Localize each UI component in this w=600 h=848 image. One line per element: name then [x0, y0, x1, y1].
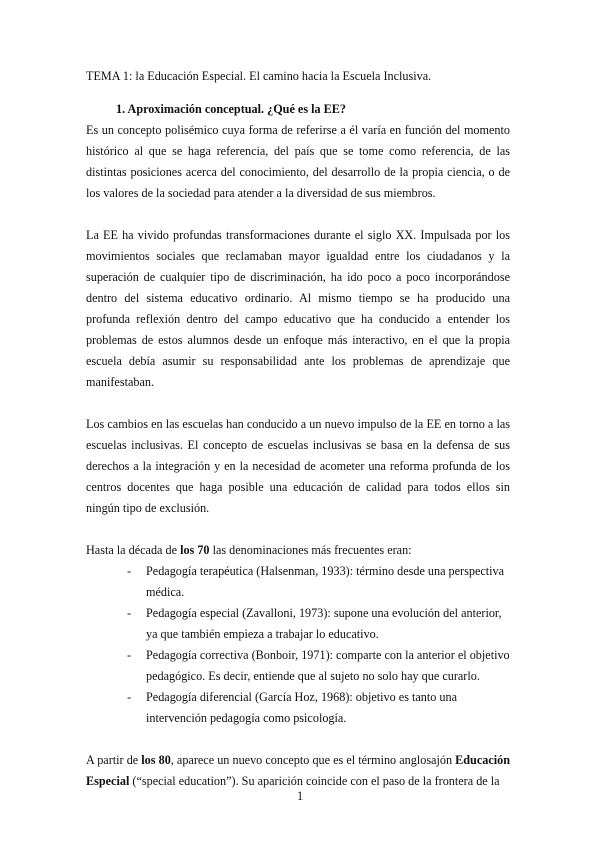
list-item: - Pedagogía correctiva (Bonboir, 1971): comparte con la anterior el objetivo pedagógico. Es decir, entiende que al sujeto no solo hay que curarlo.	[146, 645, 510, 687]
paragraph-inclusive-schools: Los cambios en las escuelas han conducido a un nuevo impulso de la EE en torno a las escuelas inclusivas. El concepto de escuelas inclusivas se basa en la defensa de sus derechos a la integración y en la necesidad de acometer una reforma profunda de los centros docentes que haga posible una educación de calidad para todos ellos sin ningún tipo de exclusión.	[86, 417, 510, 515]
page-number: 1	[296, 789, 304, 803]
paragraph-eighties: A partir de los 80, aparece un nuevo concepto que es el término anglosajón Educación Especial (“special education”). Su aparición coincide con el paso de la frontera de la	[86, 753, 510, 788]
list-intro: Hasta la década de los 70 las denominaciones más frecuentes eran:	[86, 543, 412, 557]
paragraph-transformations: La EE ha vivido profundas transformaciones durante el siglo XX. Impulsada por los movimientos sociales que reclamaban mayor igualdad entre los ciudadanos y la superación de cualquier tipo de discriminación, ha ido poco a poco incorporándose dentro del sistema educativo ordinario. Al mismo tiempo se ha producido una profunda reflexión dentro del campo educativo que ha conducido a entender los problemas de estos alumnos desde un enfoque más interactivo, en el que la propia escuela debía asumir su responsabilidad ante los problemas de aprendizaje que manifestaban.	[86, 228, 510, 389]
document-body	[86, 66, 510, 792]
decade-80-bold: los 80	[141, 753, 171, 767]
special-education-bold: Educación Especial	[86, 753, 510, 788]
list-item: - Pedagogía especial (Zavalloni, 1973): supone una evolución del anterior, ya que también empieza a trabajar lo educativo.	[146, 603, 510, 645]
dash-bullet: -	[127, 564, 132, 578]
dash-bullet: -	[127, 690, 132, 704]
dash-bullet: -	[127, 648, 132, 662]
list-item: - Pedagogía terapéutica (Halsenman, 1933): término desde una perspectiva médica.	[146, 561, 510, 603]
document-title: TEMA 1: la Educación Especial. El camino hacia la Escuela Inclusiva.	[86, 69, 432, 83]
dash-bullet: -	[127, 606, 132, 620]
denominations-list	[86, 561, 510, 729]
section-heading: 1. Aproximación conceptual. ¿Qué es la EE?	[116, 102, 346, 116]
decade-70-bold: los 70	[180, 543, 210, 557]
list-item: - Pedagogía diferencial (García Hoz, 1968): objetivo es tanto una intervención pedagogía como psicología.	[146, 687, 510, 729]
paragraph-definition: Es un concepto polisémico cuya forma de referirse a él varía en función del momento histórico al que se haga referencia, del país que se tome como referencia, de las distintas posiciones acerca del conocimiento, del desarrollo de la propia ciencia, o de los valores de la sociedad para atender a la diversidad de sus miembros.	[86, 123, 510, 200]
